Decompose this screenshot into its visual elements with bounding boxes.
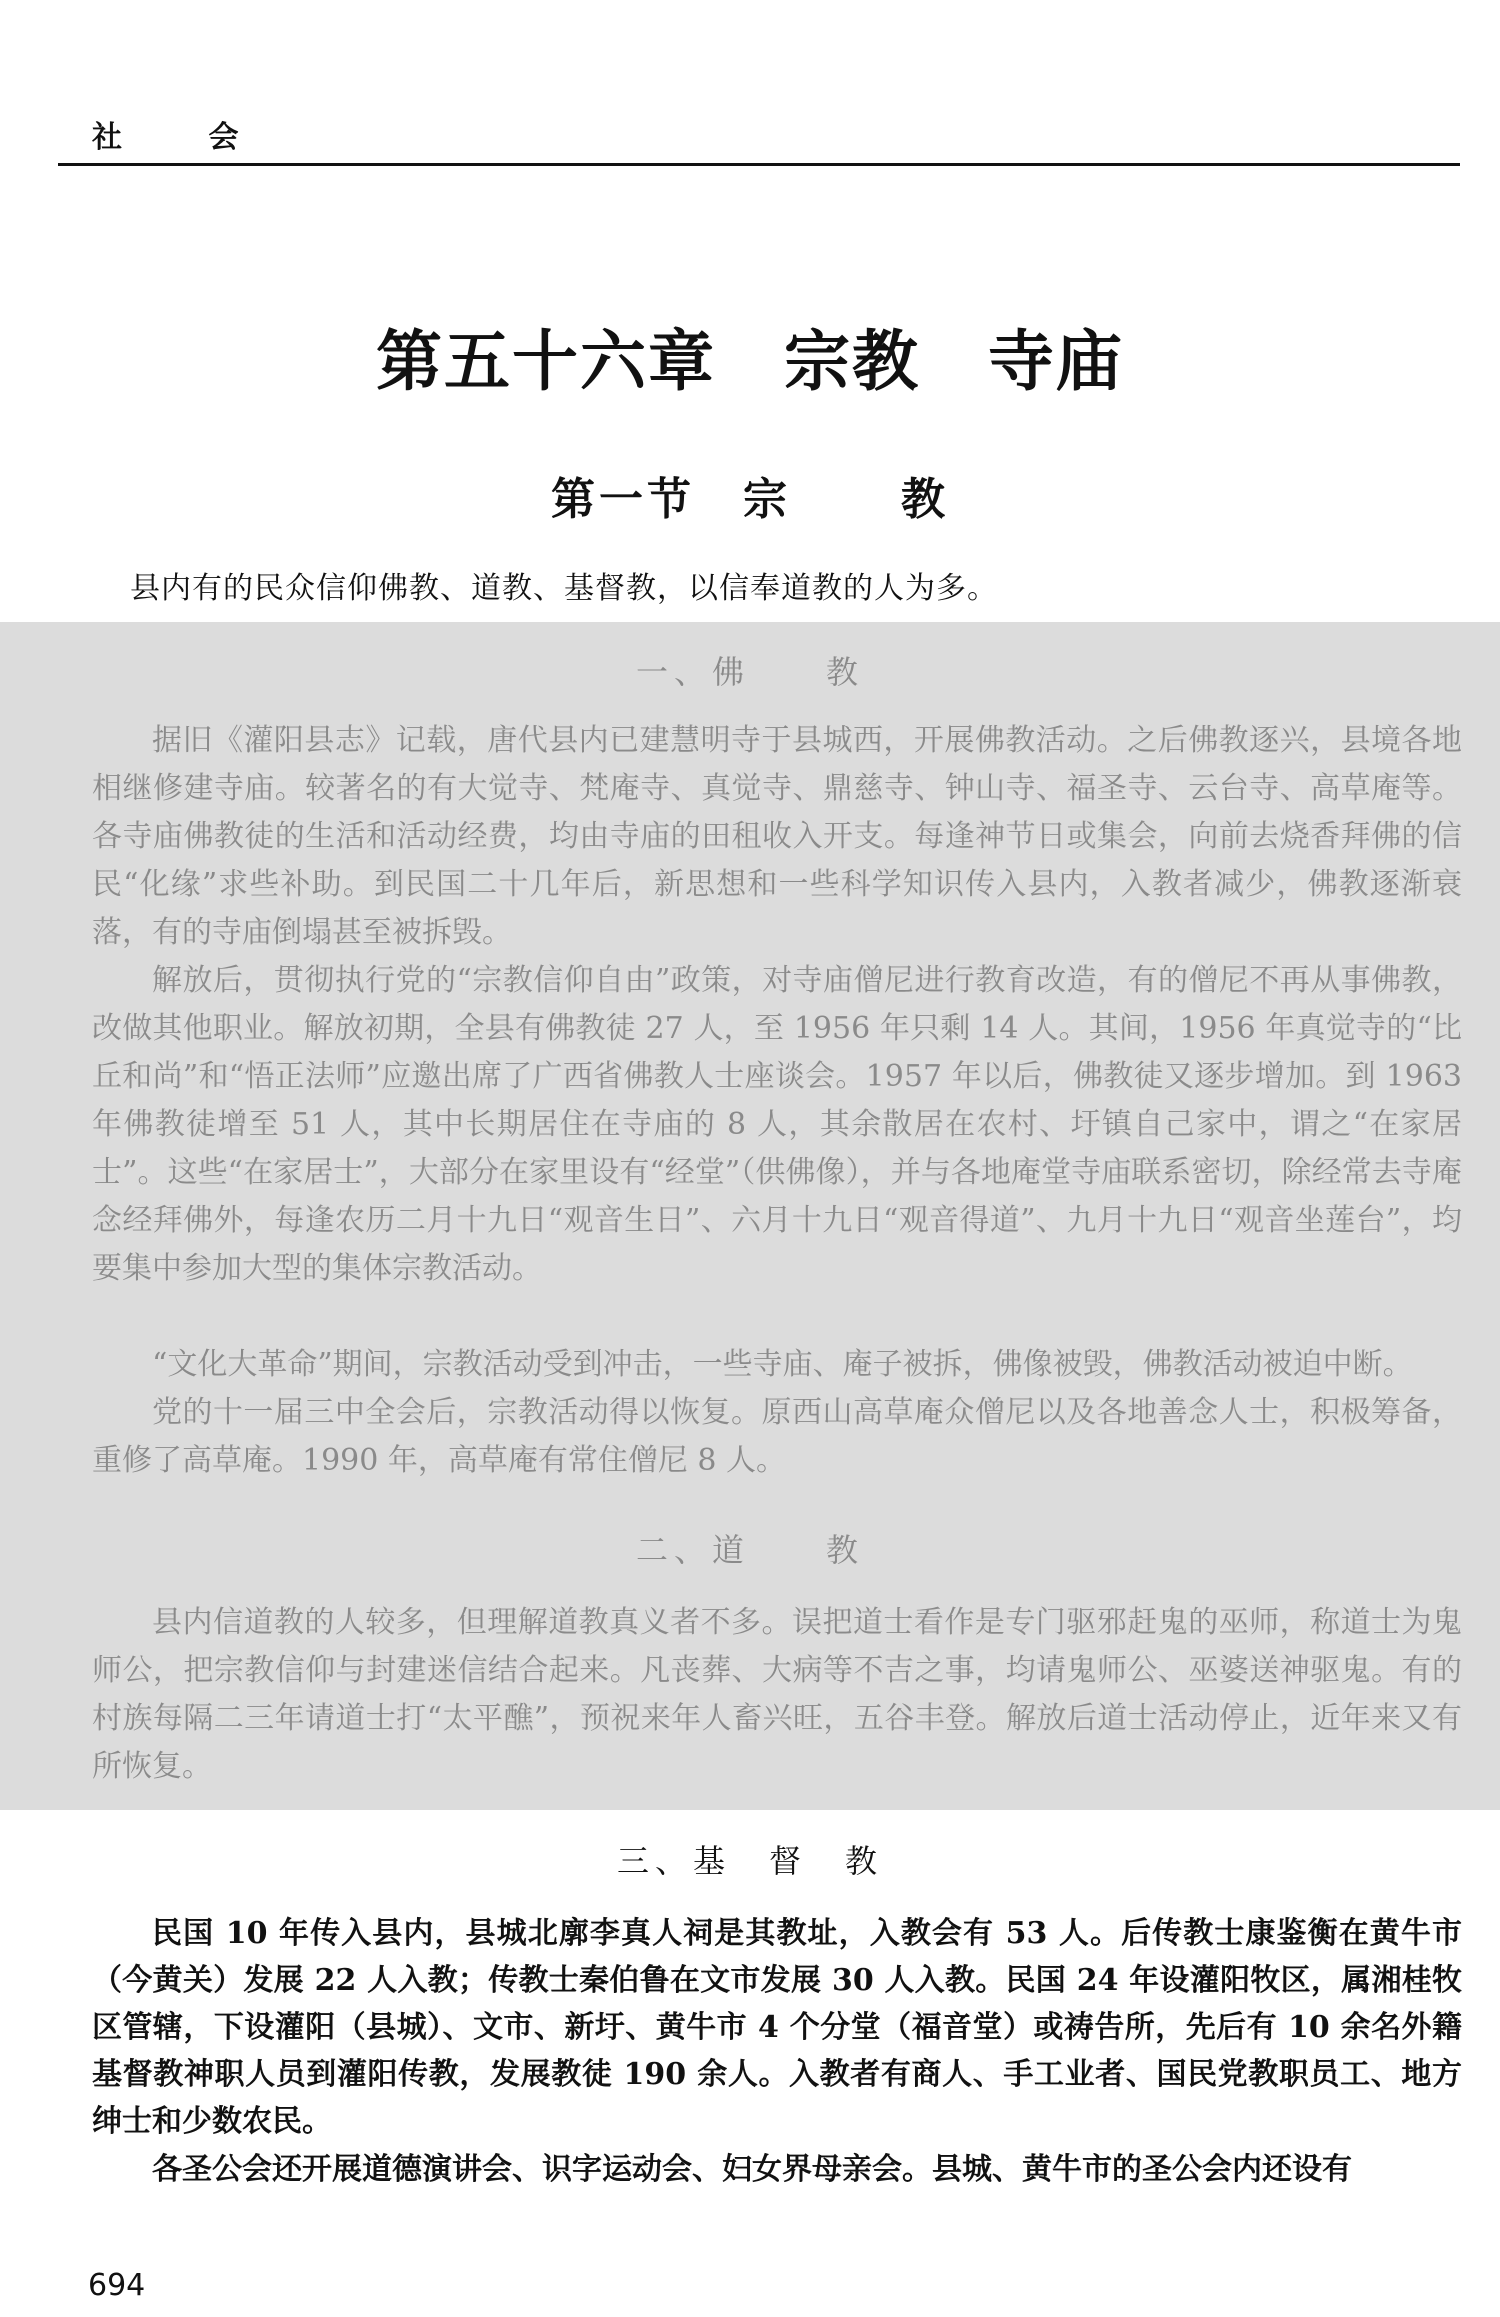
section-title-part-b: 教 — [901, 474, 949, 525]
buddhism-paragraph-3: “文化大革命”期间，宗教活动受到冲击，一些寺庙、庵子被拆，佛像被毁，佛教活动被迫中断。 — [152, 1347, 1413, 1382]
buddhism-paragraph-2: 解放后，贯彻执行党的“宗教信仰自由”政策，对寺庙僧尼进行教育改造，有的僧尼不再从事佛教，改做其他职业。解放初期，全县有佛教徒 27 人，至 1956 年只剩 14 人。其间，1956 年真觉寺的“比丘和尚”和“悟正法师”应邀出席了广西省佛教人士座谈会。1957 年以后，佛教徒又逐步增加。到 1963 年佛教徒增至 51 人，其中长期居住在寺庙的 8 人，其余散居在农村、圩镇自己家中，谓之“在家居士”。这些“在家居士”，大部分在家里设有“经堂”（供佛像），并与各地庵堂寺庙联系密切，除经常去寺庵念经拜佛外，每逢农历二月十九日“观音生日”、六月十九日“观音得道”、九月十九日“观音坐莲台”，均要集中参加大型的集体宗教活动。 — [92, 963, 1462, 1286]
running-head: 社 会 — [92, 120, 277, 155]
section-title — [0, 463, 1500, 527]
chapter-title: 第五十六章 宗教 寺庙 — [376, 322, 1124, 400]
highlighted-region — [0, 622, 1500, 1810]
header-rule — [58, 163, 1460, 166]
buddhism-paragraph-4: 党的十一届三中全会后，宗教活动得以恢复。原西山高草庵众僧尼以及各地善念人士，积极筹备，重修了高草庵。1990 年，高草庵有常住僧尼 8 人。 — [92, 1395, 1462, 1478]
section-title-part-a: 第一节 宗 — [551, 474, 791, 525]
page-number: 694 — [88, 2268, 146, 2303]
buddhism-paragraph-1: 据旧《灌阳县志》记载，唐代县内已建慧明寺于县城西，开展佛教活动。之后佛教逐兴，县境各地相继修建寺庙。较著名的有大觉寺、梵庵寺、真觉寺、鼎慈寺、钟山寺、福圣寺、云台寺、高草庵等。各寺庙佛教徒的生活和活动经费，均由寺庙的田租收入开支。每逢神节日或集会，向前去烧香拜佛的信民“化缘”求些补助。到民国二十几年后，新思想和一些科学知识传入县内，入教者减少，佛教逐渐衰落，有的寺庙倒塌甚至被拆毁。 — [92, 723, 1462, 950]
subhead-christianity: 三、基 督 教 — [616, 1842, 883, 1880]
subhead-buddhism: 一、佛 教 — [635, 653, 864, 691]
christianity-paragraph-1: 民国 10 年传入县内，县城北廓李真人祠是其教址，入教会有 53 人。后传教士康鉴衡在黄牛市（今黄关）发展 22 人入教；传教士秦伯鲁在文市发展 30 人入教。民国 24 年设灌阳牧区，属湘桂牧区管辖，下设灌阳（县城）、文市、新圩、黄牛市 4 个分堂（福音堂）或祷告所，先后有 10 余名外籍基督教神职人员到灌阳传教，发展教徒 190 余人。入教者有商人、手工业者、国民党教职员工、地方绅士和少数农民。 — [92, 1916, 1462, 2139]
intro-paragraph: 县内有的民众信仰佛教、道教、基督教，以信奉道教的人为多。 — [130, 571, 998, 606]
taoism-paragraph-1: 县内信道教的人较多，但理解道教真义者不多。误把道士看作是专门驱邪赶鬼的巫师，称道士为鬼师公，把宗教信仰与封建迷信结合起来。凡丧葬、大病等不吉之事，均请鬼师公、巫婆送神驱鬼。有的村族每隔二三年请道士打“太平醮”，预祝来年人畜兴旺，五谷丰登。解放后道士活动停止，近年来又有所恢复。 — [92, 1605, 1462, 1784]
christianity-paragraph-2: 各圣公会还开展道德演讲会、识字运动会、妇女界母亲会。县城、黄牛市的圣公会内还设有 — [152, 2152, 1352, 2187]
subhead-taoism: 二、道 教 — [635, 1531, 864, 1569]
